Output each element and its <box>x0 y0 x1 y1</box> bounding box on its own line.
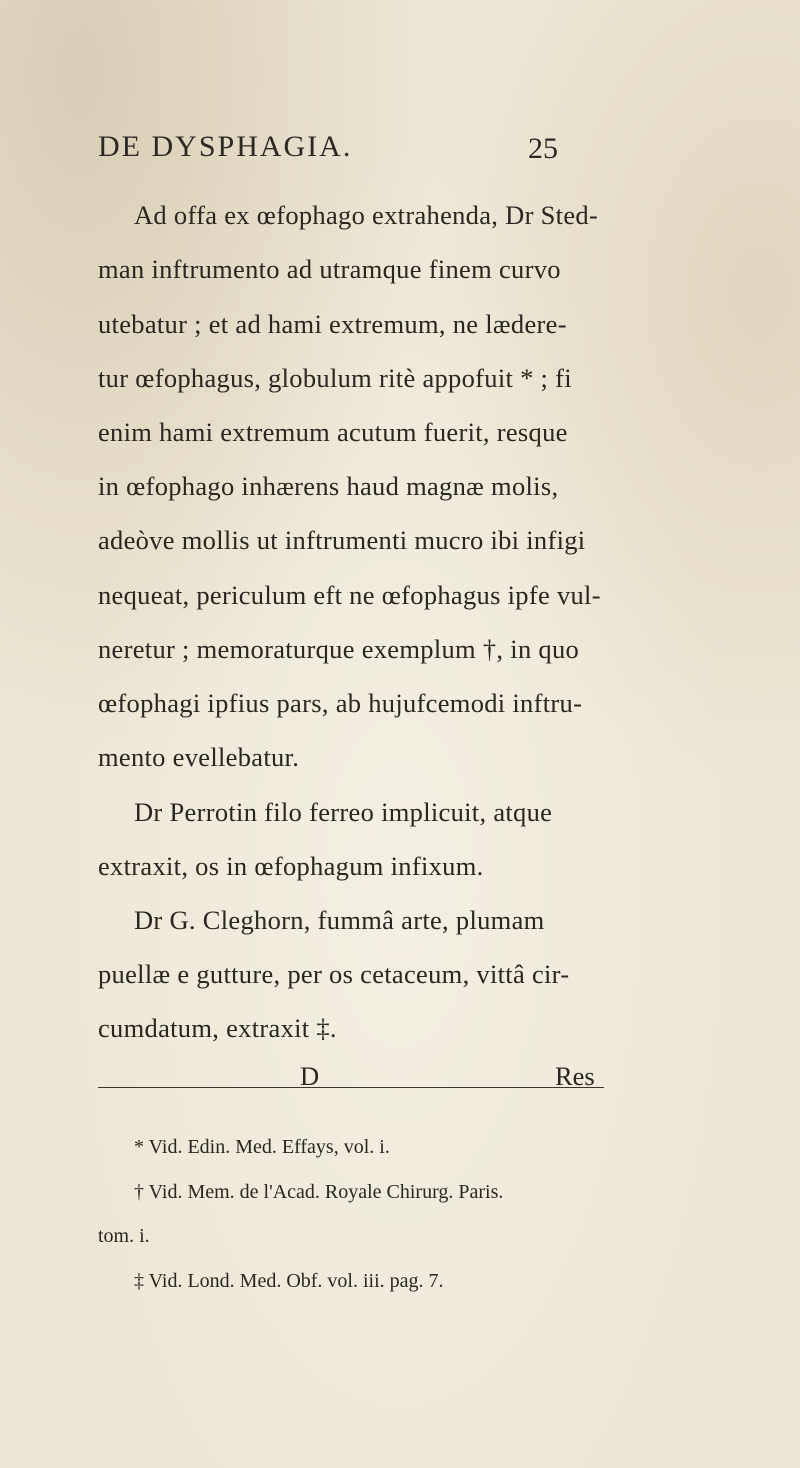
body-line-3: utebatur ; et ad hami extremum, ne lædere- <box>98 309 567 339</box>
footnote-3: ‡ Vid. Lond. Med. Obf. vol. iii. pag. 7. <box>134 1270 444 1292</box>
body-line-12: Dr Perrotin filo ferreo implicuit, atque <box>134 797 553 827</box>
body-line-7: adeòve mollis ut inftrumenti mucro ibi infigi <box>98 525 586 555</box>
body-line-16: cumdatum, extraxit ‡. <box>98 1013 337 1043</box>
running-title: DE DYSPHAGIA. <box>98 130 353 163</box>
body-line-15: puellæ e gutture, per os cetaceum, vittâ cir- <box>98 959 570 989</box>
body-line-1: Ad offa ex œfophago extrahenda, Dr Sted- <box>134 200 599 230</box>
body-line-13: extraxit, os in œfophagum infixum. <box>98 851 484 881</box>
signature-mark: D <box>300 1061 320 1091</box>
footnote-1: * Vid. Edin. Med. Effays, vol. i. <box>134 1136 390 1158</box>
body-line-2: man inftrumento ad utramque finem curvo <box>98 254 561 284</box>
body-line-8: nequeat, periculum eft ne œfophagus ipfe vul- <box>98 580 601 610</box>
body-line-14: Dr G. Cleghorn, fummâ arte, plumam <box>134 905 545 935</box>
body-line-11: mento evellebatur. <box>98 742 300 772</box>
catchword: Res <box>555 1061 595 1091</box>
body-line-6: in œfophago inhærens haud magnæ molis, <box>98 471 559 501</box>
page-number: 25 <box>528 132 558 165</box>
body-line-9: neretur ; memoraturque exemplum †, in quo <box>98 634 580 664</box>
footnote-rule <box>98 1087 604 1088</box>
footnote-2-continued: tom. i. <box>98 1225 150 1247</box>
body-line-5: enim hami extremum acutum fuerit, resque <box>98 417 568 447</box>
body-line-10: œfophagi ipfius pars, ab hujufcemodi inftru- <box>98 688 583 718</box>
body-line-4: tur œfophagus, globulum ritè appofuit * ; fi <box>98 363 572 393</box>
footnote-2: † Vid. Mem. de l'Acad. Royale Chirurg. Paris. <box>134 1181 504 1203</box>
